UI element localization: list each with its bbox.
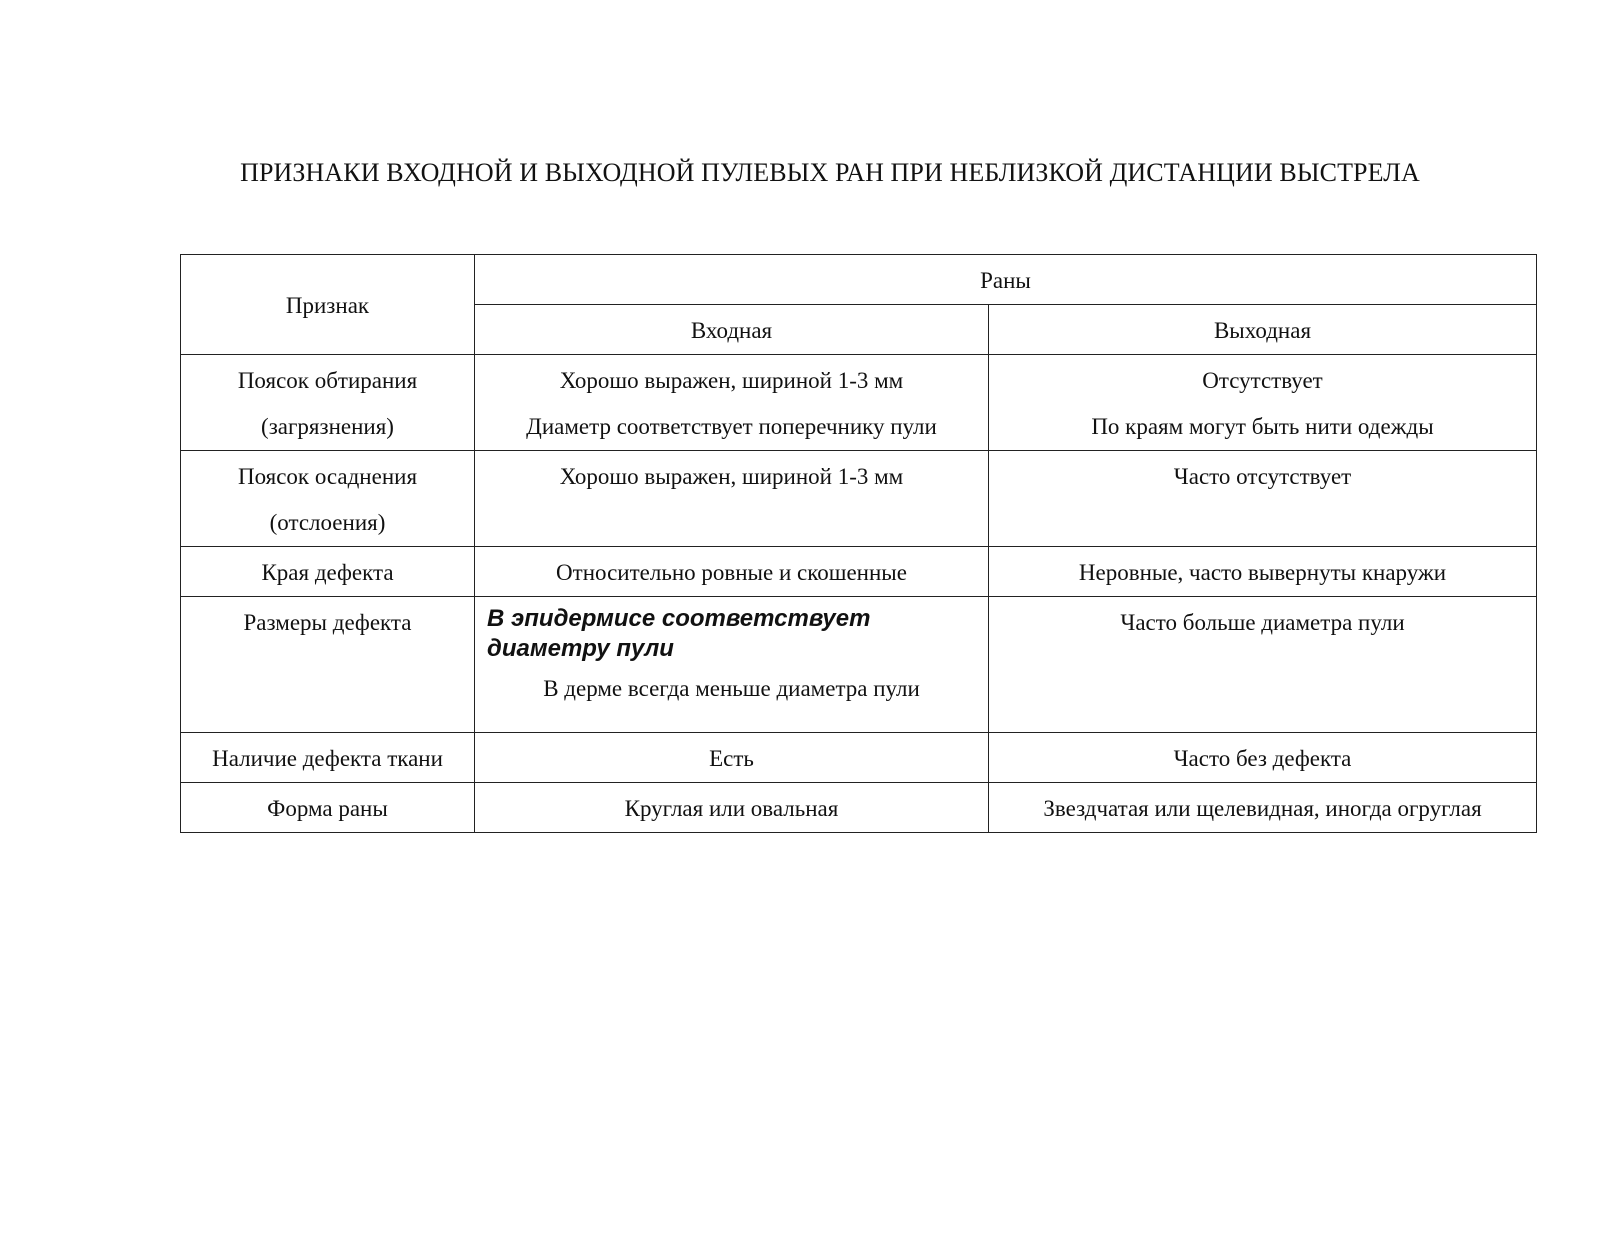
feature-text: (загрязнения) <box>261 414 394 439</box>
table-row <box>181 451 1537 547</box>
feature-text: Размеры дефекта <box>243 610 412 635</box>
entry-text: Круглая или овальная <box>624 796 839 821</box>
document-title: ПРИЗНАКИ ВХОДНОЙ И ВЫХОДНОЙ ПУЛЕВЫХ РАН ПРИ НЕБЛИЗКОЙ ДИСТАНЦИИ ВЫСТРЕЛА <box>240 158 1420 187</box>
feature-text: Поясок обтирания <box>237 368 418 393</box>
table-row <box>181 733 1537 783</box>
table-row <box>181 597 1537 733</box>
exit-text: Часто без дефекта <box>1173 746 1352 771</box>
feature-cell <box>181 733 475 783</box>
table-row <box>181 355 1537 451</box>
exit-text: Часто отсутствует <box>1173 464 1352 489</box>
exit-text: Отсутствует <box>1202 368 1323 393</box>
feature-text: Поясок осаднения <box>237 464 418 489</box>
feature-cell <box>181 355 475 451</box>
exit-cell <box>989 597 1537 733</box>
feature-cell <box>181 597 475 733</box>
header-feature: Признак <box>181 255 475 355</box>
table-header-row <box>181 255 1537 305</box>
entry-cell <box>475 597 989 733</box>
entry-emphasis-text: В эпидермисе соответствует диаметру пули <box>487 605 871 662</box>
exit-text: Звездчатая или щелевидная, иногда огруглая <box>1043 796 1482 821</box>
wound-signs-table <box>180 254 1537 833</box>
exit-cell <box>989 355 1537 451</box>
entry-text: Хорошо выражен, шириной 1-3 мм <box>559 368 904 393</box>
feature-cell <box>181 451 475 547</box>
feature-text: (отслоения) <box>269 510 386 535</box>
table-row <box>181 783 1537 833</box>
exit-cell <box>989 783 1537 833</box>
exit-text: Неровные, часто вывернуты кнаружи <box>1078 560 1447 585</box>
exit-text: Часто больше диаметра пули <box>1120 610 1405 635</box>
exit-text: По краям могут быть нити одежды <box>1091 414 1434 439</box>
entry-text: Относительно ровные и скошенные <box>556 560 907 585</box>
header-wounds: Раны <box>475 255 1537 305</box>
exit-cell <box>989 451 1537 547</box>
entry-text: Есть <box>709 746 754 771</box>
header-exit: Выходная <box>989 305 1537 355</box>
entry-text: В дерме всегда меньше диаметра пули <box>543 676 920 701</box>
entry-cell <box>475 733 989 783</box>
feature-text: Края дефекта <box>261 560 394 585</box>
feature-cell <box>181 547 475 597</box>
header-entry: Входная <box>475 305 989 355</box>
feature-cell <box>181 783 475 833</box>
entry-cell <box>475 355 989 451</box>
entry-text: Хорошо выражен, шириной 1-3 мм <box>559 464 904 489</box>
entry-cell <box>475 451 989 547</box>
entry-text: Диаметр соответствует поперечнику пули <box>526 414 937 439</box>
exit-cell <box>989 547 1537 597</box>
feature-text: Форма раны <box>267 796 388 821</box>
entry-cell <box>475 783 989 833</box>
table-row <box>181 547 1537 597</box>
entry-cell <box>475 547 989 597</box>
feature-text: Наличие дефекта ткани <box>212 746 443 771</box>
exit-cell <box>989 733 1537 783</box>
